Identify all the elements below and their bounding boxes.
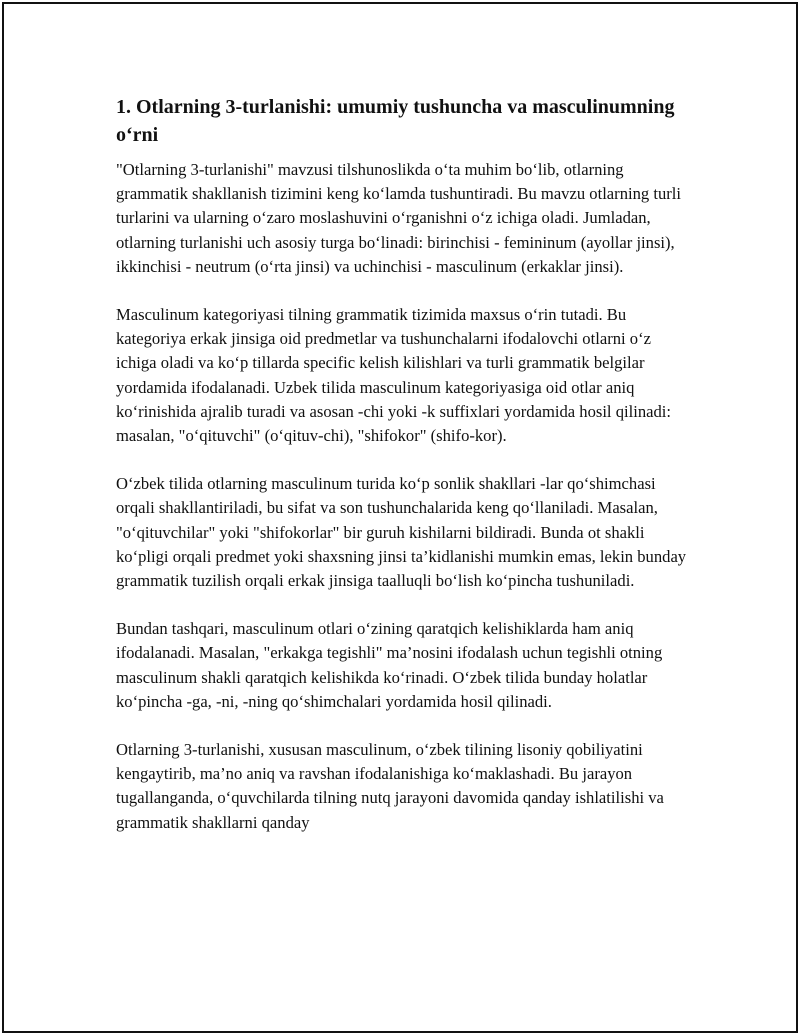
section-heading: 1. Otlarning 3-turlanishi: umumiy tushuncha va masculinumning o‘rni	[116, 96, 675, 146]
paragraph-2: Masculinum kategoriyasi tilning grammatik tizimida maxsus o‘rin tutadi. Bu kategoriya erkak jinsiga oid predmetlar va tushunchalarni ifodalovchi otlarni o‘z ichiga oladi va ko‘p tillarda specific kelish kilishlari va turli grammatik belgilar yordamida ifodalanadi. Uzbek tilida masculinum kategoriyasiga oid otlar aniq ko‘rinishida ajralib turadi va asosan -chi yoki -k suffixlari yordamida hosil qilinadi: masalan, "o‘qituvchi" (o‘qituv-chi), "shifokor" (shifo-kor).	[116, 305, 671, 446]
document-body	[116, 93, 688, 859]
paragraph-4: Bundan tashqari, masculinum otlari o‘zining qaratqich kelishiklarda ham aniq ifodalanadi. Masalan, "erkakga tegishli" ma’nosini ifodalash uchun tegishli otning masculinum shakli qaratqich kelishikda ko‘rinadi. O‘zbek tilida bunday holatlar ko‘pincha -ga, -ni, -ning qo‘shimchalari yordamida hosil qilinadi.	[116, 619, 663, 711]
paragraph-5: Otlarning 3-turlanishi, xususan masculinum, o‘zbek tilining lisoniy qobiliyatini kengaytirib, ma’no aniq va ravshan ifodalanishiga ko‘maklashadi. Bu jarayon tugallanganda, o‘quvchilarda tilning nutq jarayoni davomida qanday ishlatilishi va grammatik shakllarni qanday	[116, 740, 664, 832]
paragraph-3: O‘zbek tilida otlarning masculinum turida ko‘p sonlik shakllari -lar qo‘shimchasi orqali shakllantiriladi, bu sifat va son tushunchalarida keng qo‘llaniladi. Masalan, "o‘qituvchilar" yoki "shifokorlar" bir guruh kishilarni bildiradi. Bunda ot shakli ko‘pligi orqali predmet yoki shaxsning jinsi ta’kidlanishi mumkin emas, lekin bunday grammatik tuzilish orqali erkak jinsiga taalluqli bo‘lish ko‘pincha tushuniladi.	[116, 474, 687, 591]
paragraph-1: "Otlarning 3-turlanishi" mavzusi tilshunoslikda o‘ta muhim bo‘lib, otlarning grammatik shakllanish tizimini keng ko‘lamda tushuntiradi. Bu mavzu otlarning turli turlarini va ularning o‘zaro moslashuvini o‘rganishni o‘z ichiga oladi. Jumladan, otlarning turlanishi uch asosiy turga bo‘linadi: birinchisi - femininum (ayollar jinsi), ikkinchisi - neutrum (o‘rta jinsi) va uchinchisi - masculinum (erkaklar jinsi).	[116, 160, 682, 276]
